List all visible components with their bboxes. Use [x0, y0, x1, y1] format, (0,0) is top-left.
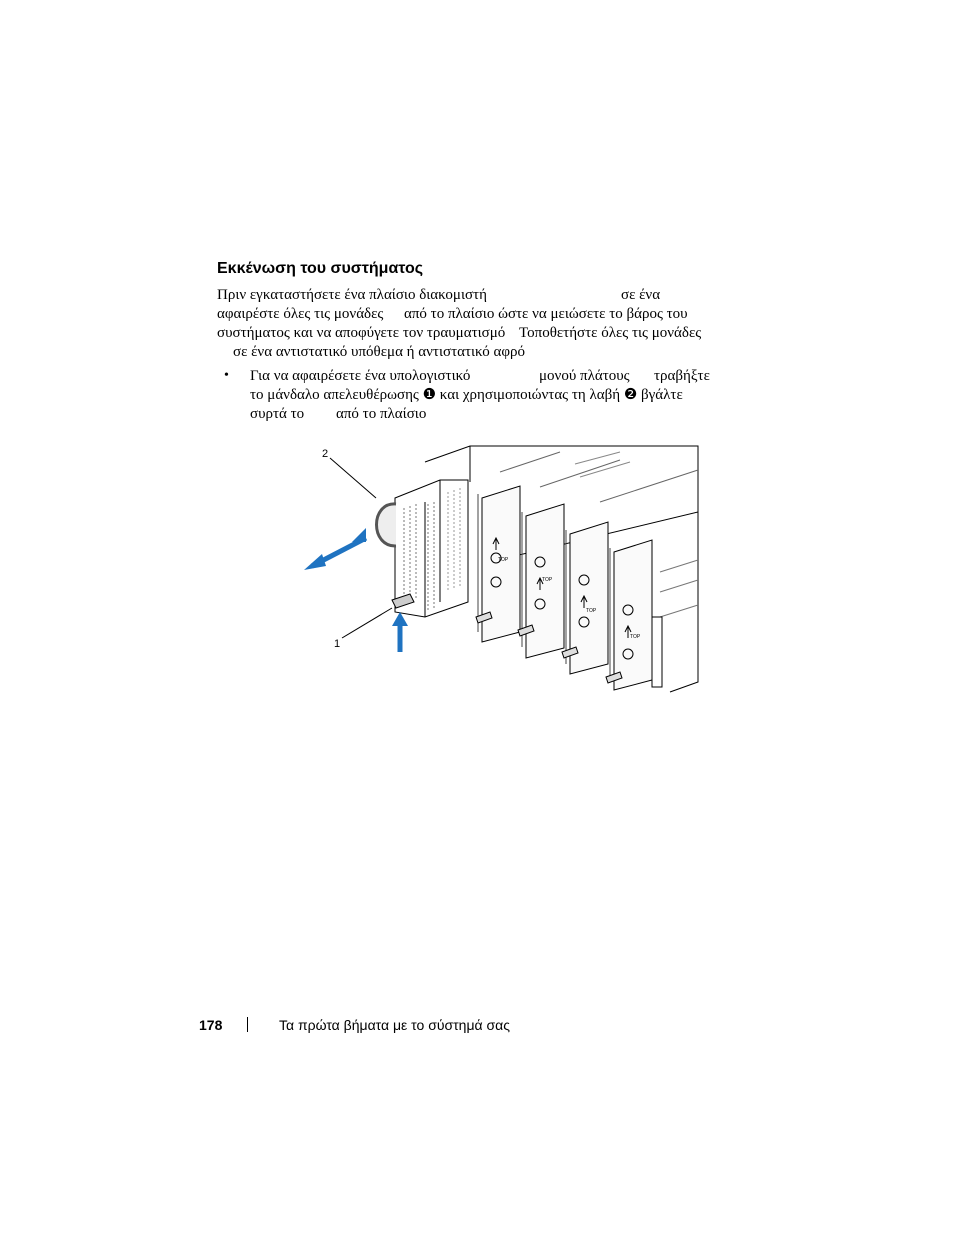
bullet-line-1b: μονού πλάτους [539, 368, 630, 384]
intro-line-4: σε ένα αντιστατικό υπόθεμα ή αντιστατικό αφρό [233, 344, 525, 360]
top-label: TOP [542, 577, 553, 583]
top-label: TOP [586, 608, 597, 614]
bullet-line-2: το μάνδαλο απελευθέρωσης ❶ και χρησιμοποιώντας τη λαβή ❷ βγάλτε [250, 387, 683, 403]
bullet-line-3a: συρτά το [250, 406, 305, 422]
callout-1: 1 [334, 638, 341, 650]
top-label: TOP [630, 634, 641, 640]
intro-line-1b: σε ένα [621, 287, 661, 303]
intro-line-3a: συστήματος και να αποφύγετε τον τραυματισμό [217, 325, 506, 341]
bullet-line-1c: τραβήξτε [654, 368, 710, 384]
callout-2: 2 [322, 448, 329, 460]
bullet-line-3b: από το πλαίσιο [336, 406, 427, 422]
intro-line-3b: Τοποθετήστε όλες τις μονάδες [519, 325, 702, 341]
page-number: 178 [199, 1017, 223, 1033]
intro-line-2a: αφαιρέστε όλες τις μονάδες [217, 306, 384, 322]
chassis-illustration [300, 442, 700, 702]
intro-line-2b: από το πλαίσιο ώστε να μειώσετε το βάρος του [404, 306, 688, 322]
footer-separator [247, 1017, 248, 1032]
section-heading: Εκκένωση του συστήματος [217, 260, 424, 277]
intro-line-1a: Πριν εγκαταστήσετε ένα πλαίσιο διακομιστή [217, 287, 487, 303]
chassis-drawing [300, 442, 700, 702]
top-label: TOP [498, 557, 509, 563]
footer-title: Τα πρώτα βήματα με το σύστημά σας [279, 1017, 510, 1033]
bullet-line-1a: Για να αφαιρέσετε ένα υπολογιστικό [250, 368, 471, 384]
bullet-symbol: • [224, 368, 229, 383]
